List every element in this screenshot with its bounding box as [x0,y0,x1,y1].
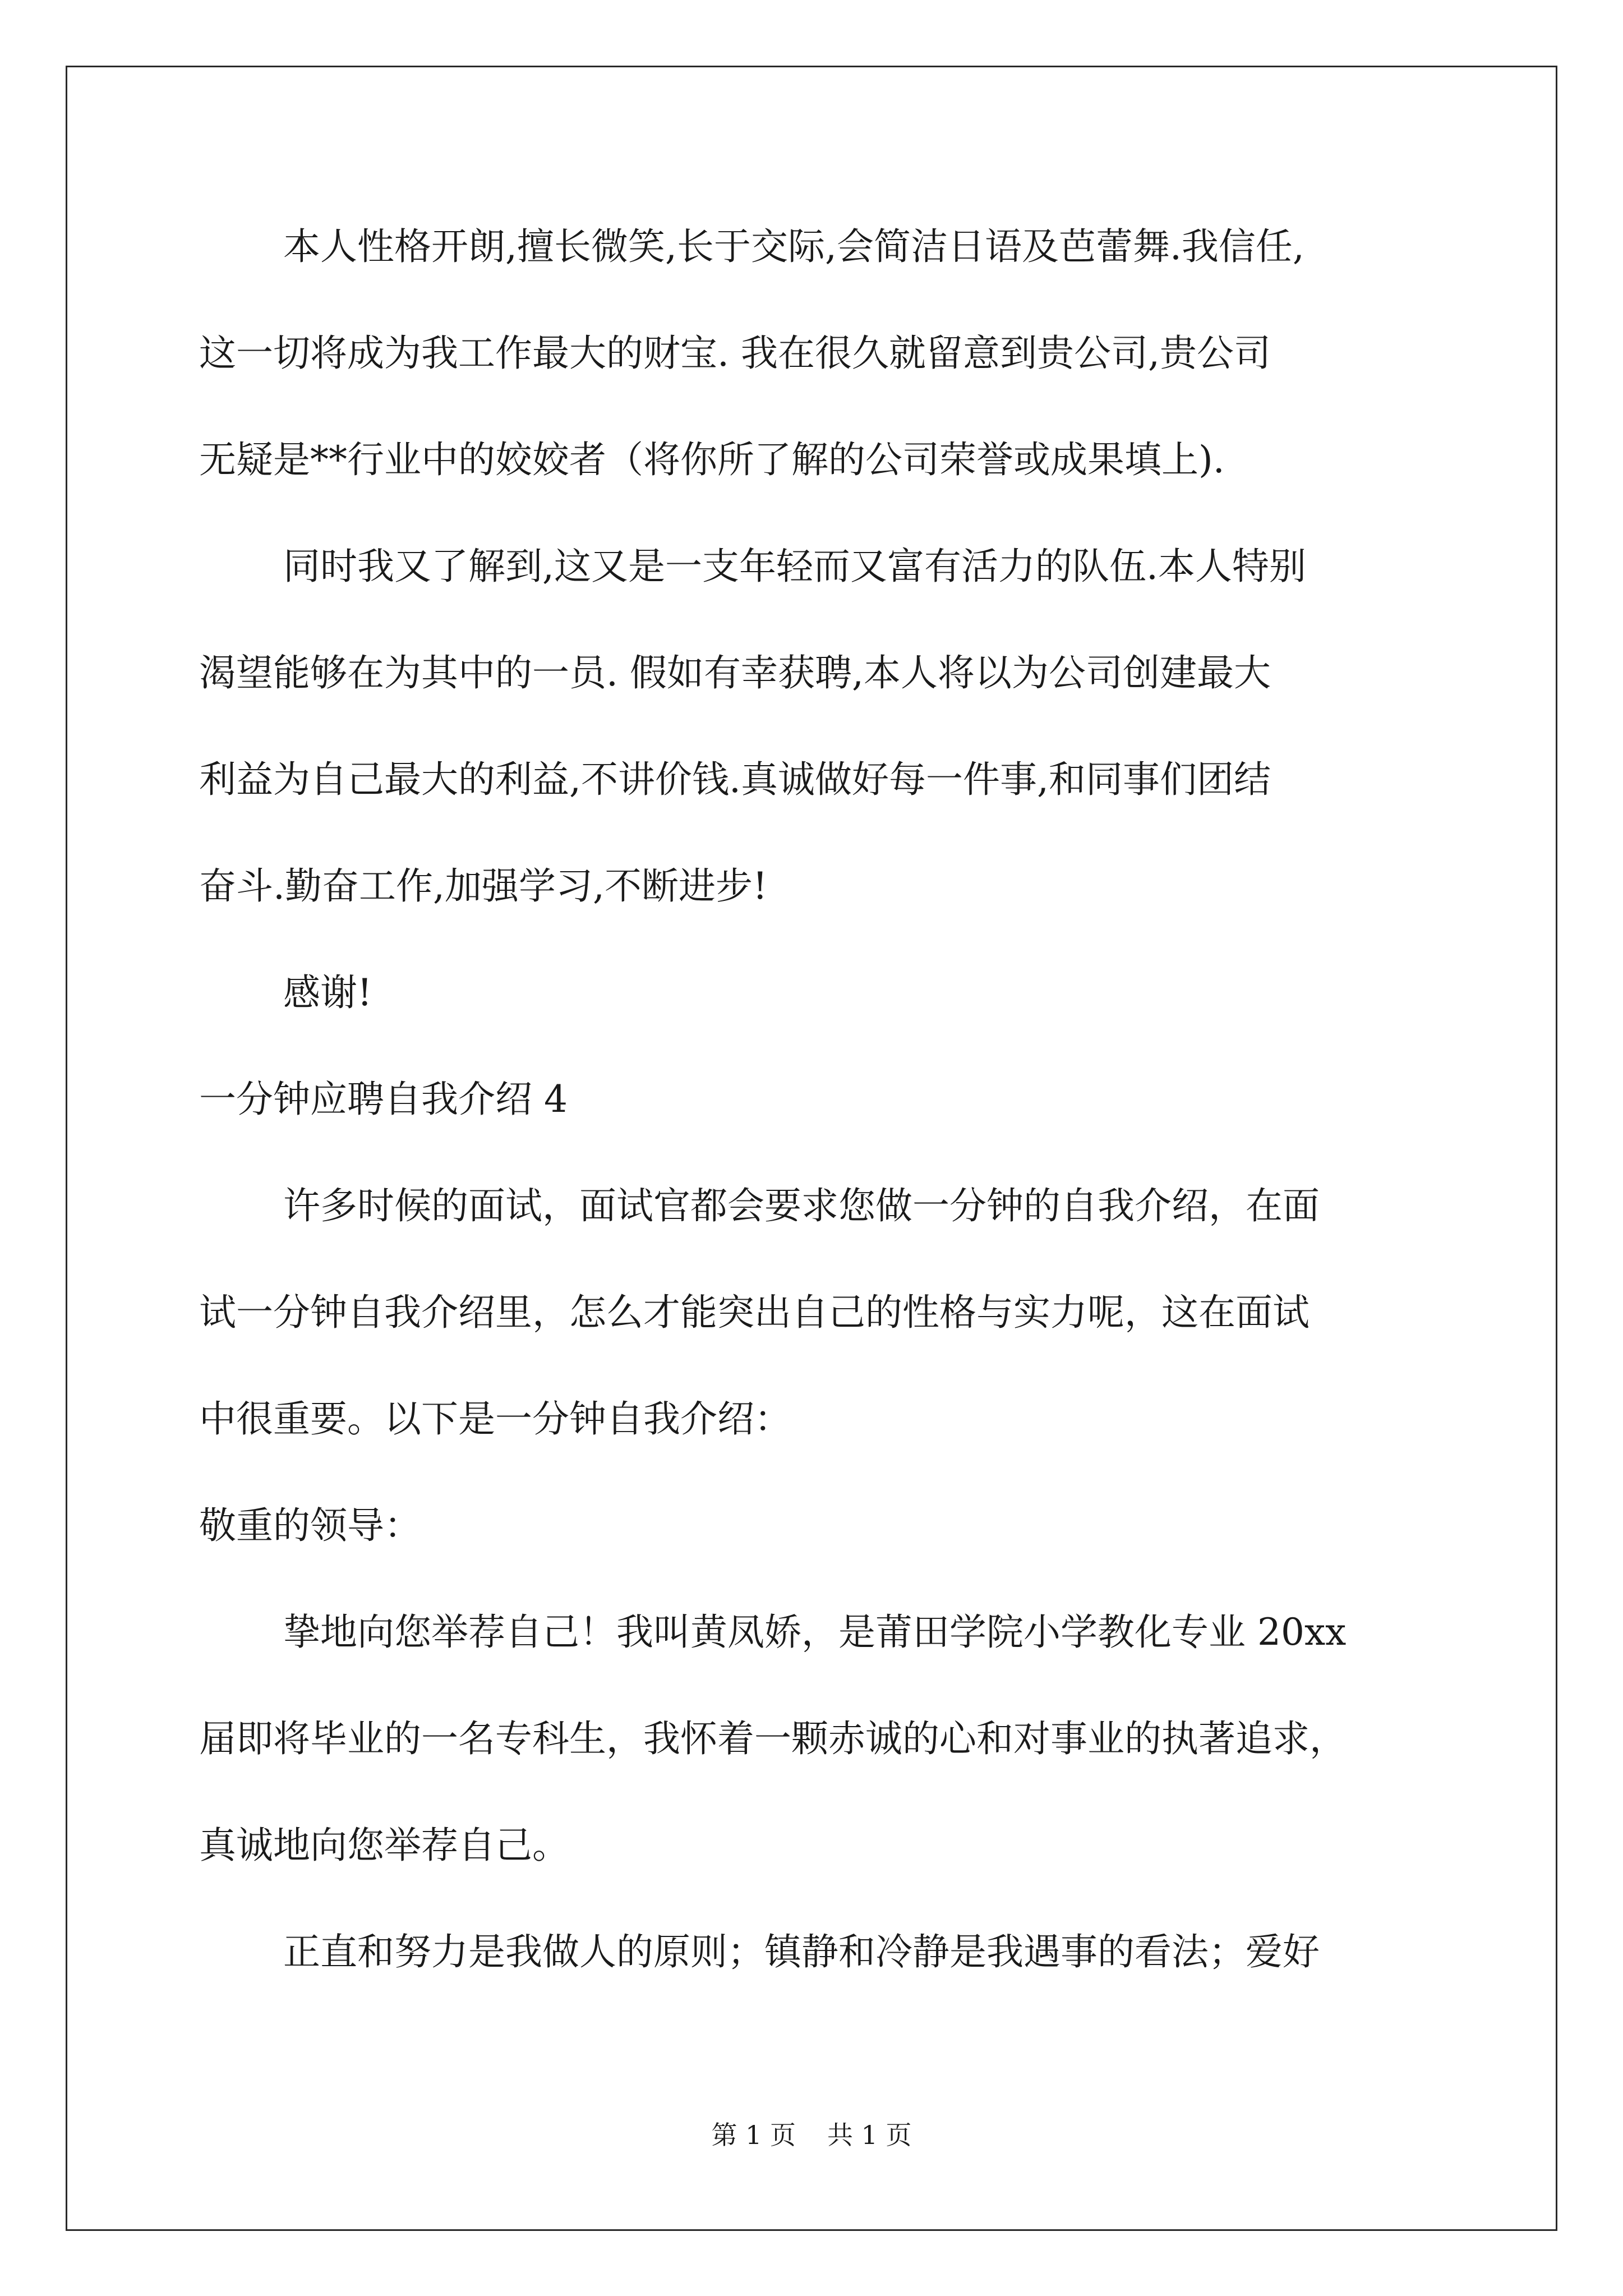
paragraph-line: 这一切将成为我工作最大的财宝. 我在很久就留意到贵公司,贵公司 [199,332,1271,375]
paragraph-line: 奋斗.勤奋工作,加强学习,不断进步! [199,864,768,908]
salutation-line: 敬重的领导： [199,1504,421,1547]
page-number-current: 第 1 页 [711,2120,796,2150]
paragraph-line: 届即将毕业的一名专科生，我怀着一颗赤诚的心和对事业的执著追求， [199,1717,1347,1760]
page-border [66,66,1557,2231]
paragraph-line: 正直和努力是我做人的原则；镇静和冷静是我遇事的看法；爱好 [283,1930,1320,1973]
paragraph-line: 渴望能够在为其中的一员. 假如有幸获聘,本人将以为公司创建最大 [199,651,1271,694]
paragraph-line: 真诚地向您举荐自己。 [199,1824,569,1867]
paragraph-line: 无疑是**行业中的姣姣者（将你所了解的公司荣誉或成果填上). [199,438,1225,481]
page-number-total: 共 1 页 [827,2120,912,2150]
section-heading: 一分钟应聘自我介绍 4 [199,1078,568,1121]
paragraph-line: 许多时候的面试，面试官都会要求您做一分钟的自我介绍，在面 [283,1184,1320,1227]
paragraph-line: 感谢! [283,971,372,1014]
paragraph-line: 中很重要。以下是一分钟自我介绍： [199,1397,791,1441]
paragraph-line: 同时我又了解到,这又是一支年轻而又富有活力的队伍.本人特别 [283,545,1306,588]
paragraph-line: 利益为自己最大的利益,不讲价钱.真诚做好每一件事,和同事们团结 [199,758,1271,801]
paragraph-line: 本人性格开朗,擅长微笑,长于交际,会简洁日语及芭蕾舞.我信任, [283,225,1304,268]
paragraph-line: 试一分钟自我介绍里，怎么才能突出自己的性格与实力呢，这在面试 [199,1291,1310,1334]
paragraph-line: 挚地向您举荐自己！我叫黄凤娇，是莆田学院小学教化专业 20xx [283,1611,1347,1654]
page-footer [0,2118,1623,2152]
